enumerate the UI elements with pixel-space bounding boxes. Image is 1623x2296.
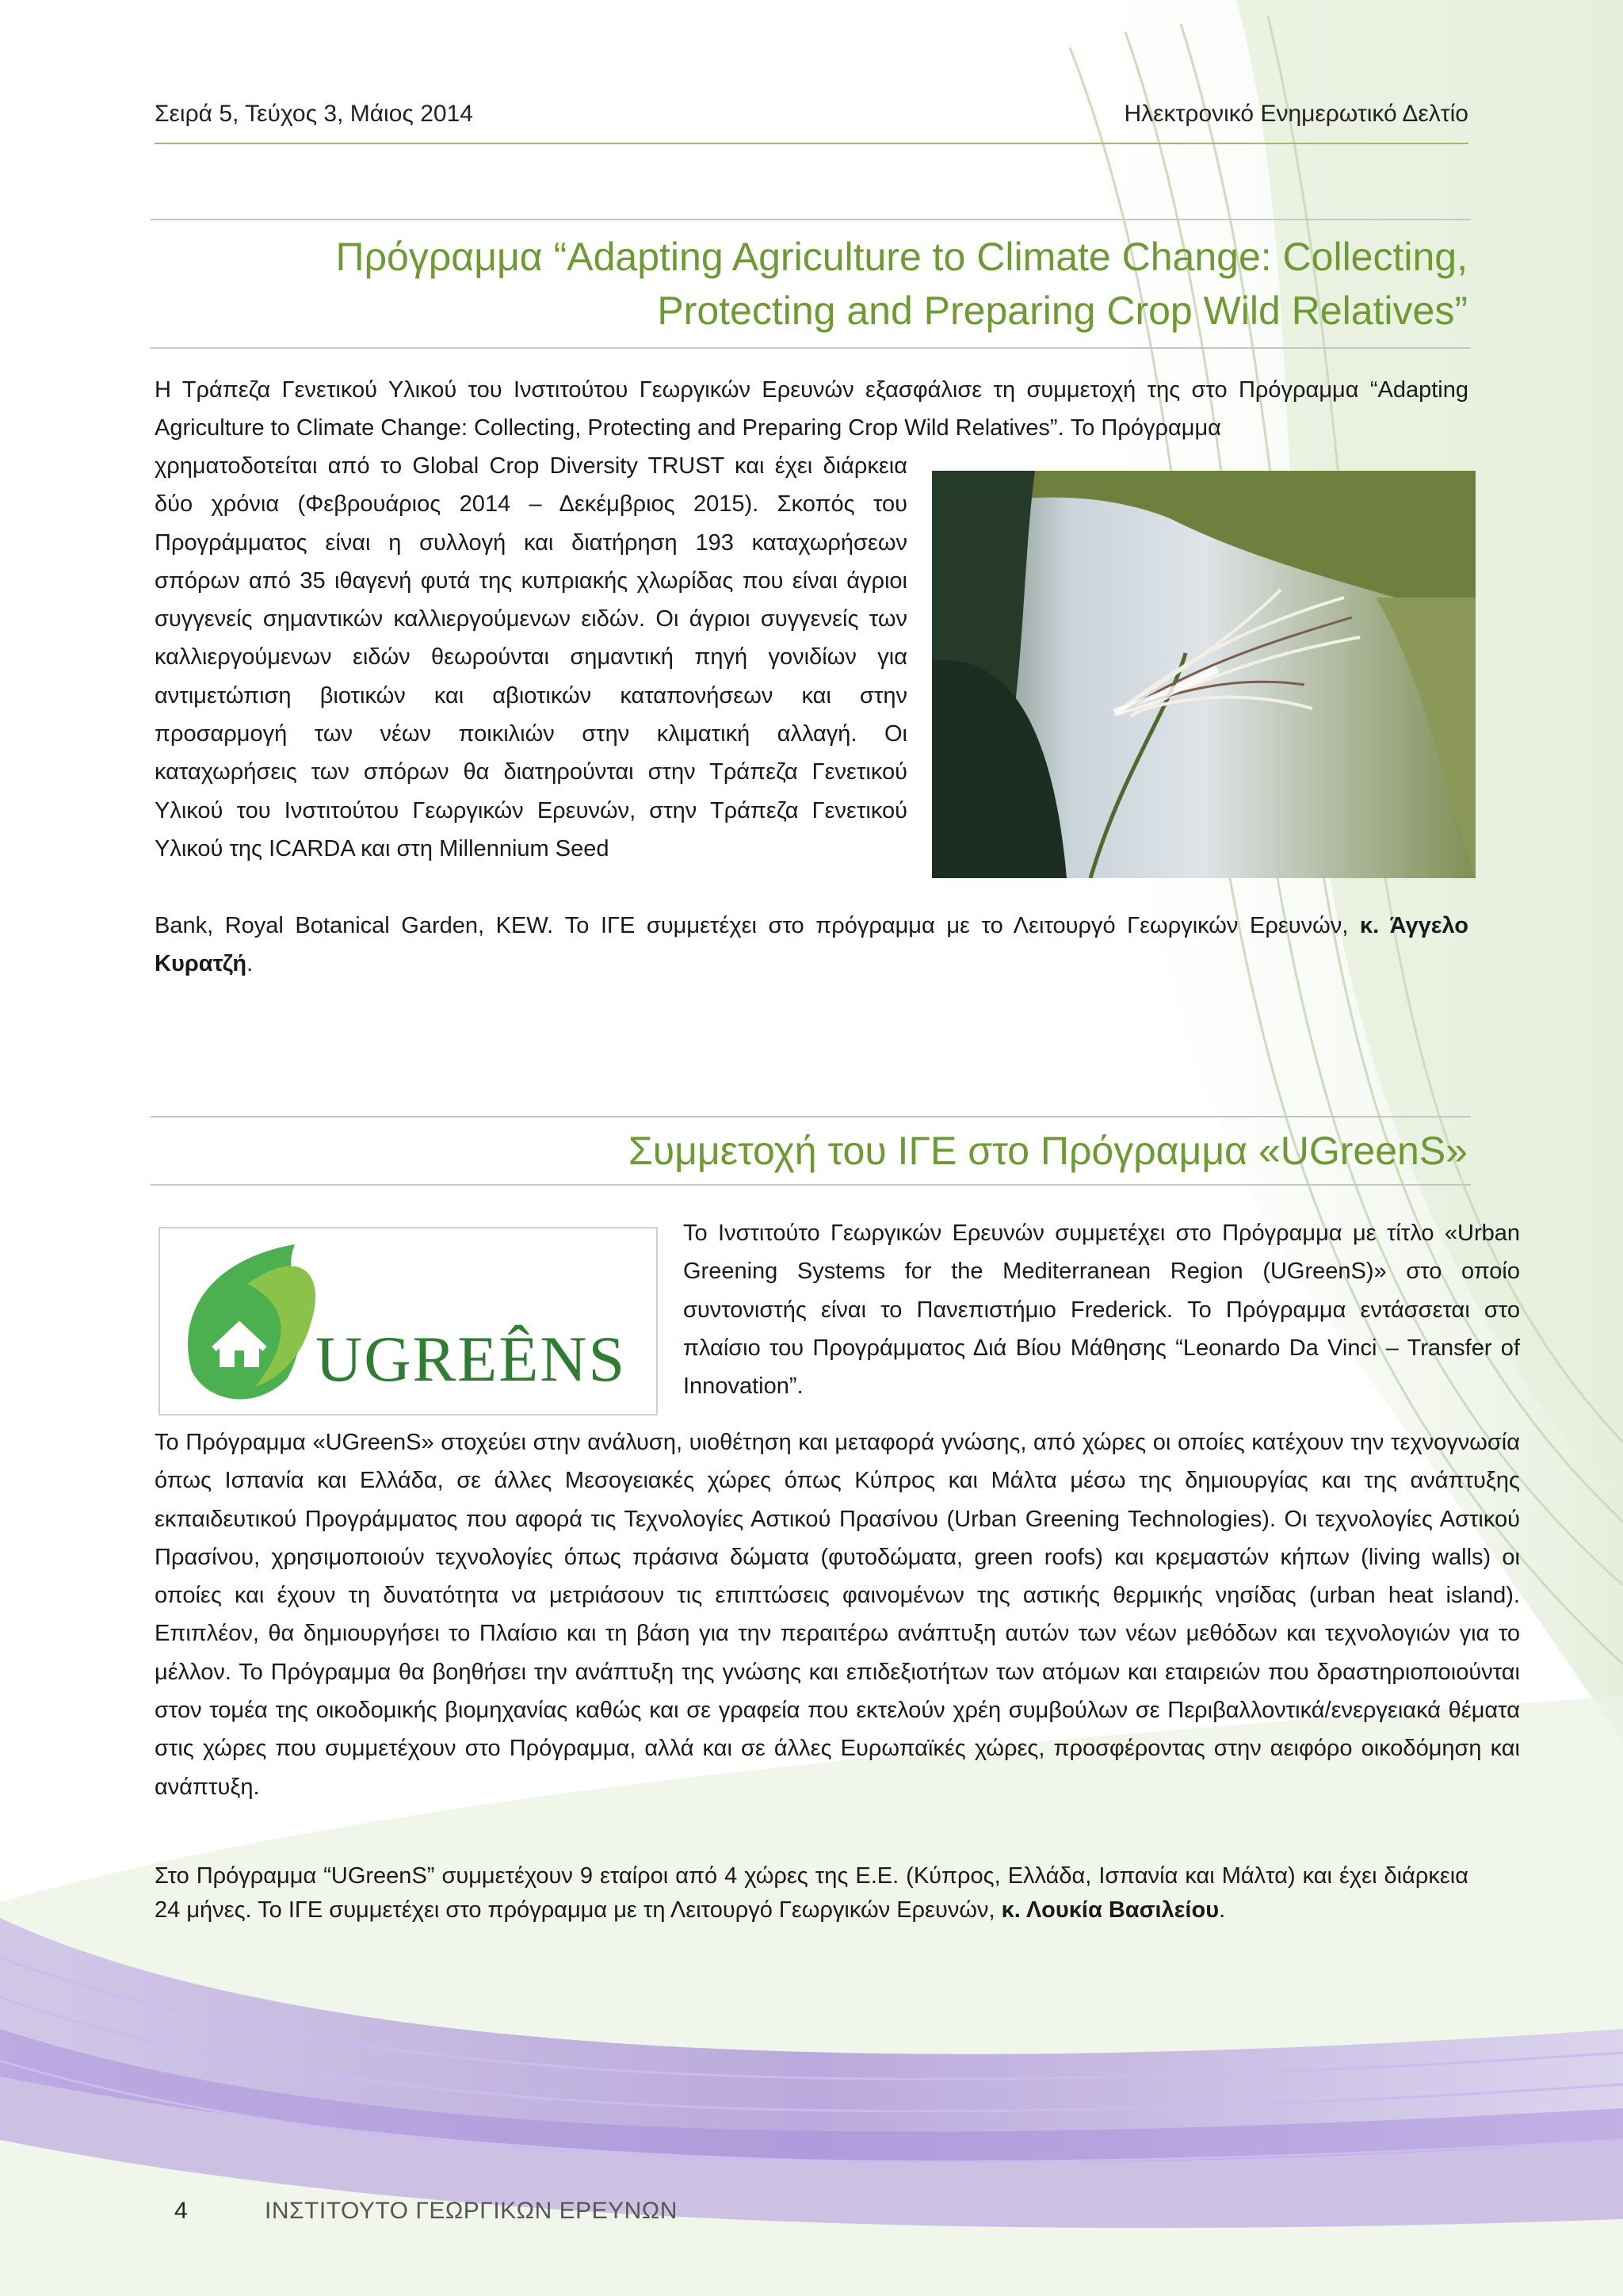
ugreens-logo: [158, 1227, 658, 1415]
section1-intro-paragraph: Η Τράπεζα Γενετικού Υλικού του Ινστιτούτου Γεωργικών Ερευνών εξασφάλισε τη συμμετοχή της στο Πρόγραμμα “Adapting Agriculture to Climate Change: Collecting, Protecting and Preparing Crop Wild Relatives”. Το Πρόγραμμα: [155, 377, 1468, 441]
ugreens-logo-graphic: [160, 1228, 656, 1414]
section1-tail-text: Bank, Royal Botanical Garden, KEW. Το ΙΓΕ συμμετέχει στο πρόγραμμα με το Λειτουργό Γεωργικών Ερευνών,: [155, 913, 1349, 938]
section2-contact-name: κ. Λουκία Βασιλείου: [1001, 1897, 1220, 1923]
section2-title: [151, 1116, 1471, 1186]
section2-title-text: Συμμετοχή του ΙΓΕ στο Πρόγραμμα «UGreenS»: [628, 1129, 1468, 1173]
wild-grass-image: [932, 471, 1476, 878]
section2-main-paragraph: Το Πρόγραμμα «UGreenS» στοχεύει στην ανάλυση, υιοθέτηση και μεταφορά γνώσης, από χώρες οι οποίες κατέχουν την τεχνογνωσία όπως Ισπανία και Ελλάδα, σε άλλες Μεσογειακές χώρες όπως Κύπρος και Μάλτα μέσω της δημιουργίας και της ανάπτυξης εκπαιδευτικού Προγράμματος που αφορά τις Τεχνολογίες Αστικού Πρασίνου (Urban Greening Technologies). Οι τεχνολογίες Αστικού Πρασίνου, χρησιμοποιούν τεχνολογίες όπως πράσινα δώματα (φυτοδώματα, green roofs) και κρεμαστών κήπων (living walls) οι οποίες και έχουν τη δυνατότητα να μετριάσουν τις επιπτώσεις φαινομένων της αστικής θερμικής νησίδας (urban heat island). Επιπλέον, θα δημιουργήσει το Πλαίσιο και τη βάση για την περαιτέρω ανάπτυξη αυτών των νέων μεθόδων και τεχνολογιών για το μέλλον. Το Πρόγραμμα θα βοηθήσει την ανάπτυξη της γνώσης και επιδεξιοτήτων των ατόμων και εταιρειών που δραστηριοποιούνται στον τομέα της οικοδομικής βιομηχανίας καθώς και σε γραφεία που εκτελούν χρέη συμβούλων σε Περιβαλλοντικά/ενεργειακά θέματα στις χώρες που συμμετέχουν στο Πρόγραμμα, αλλά και σε άλλες Ευρωπαϊκές χώρες, προσφέροντας στην αειφόρο οικοδόμηση και ανάπτυξη.: [155, 1430, 1520, 1800]
section2-final-text: Στο Πρόγραμμα “UGreenS” συμμετέχουν 9 εταίροι από 4 χώρες της Ε.Ε. (Κύπρος, Ελλάδα, Ισπανία και Μάλτα) και έχει διάρκεια 24 μήνες. Το ΙΓΕ συμμετέχει στο πρόγραμμα με τη Λειτουργό Γεωργικών Ερευνών,: [155, 1863, 1468, 1923]
running-header: [155, 98, 1468, 144]
section1-title-line2: Protecting and Preparing Crop Wild Relatives”: [657, 288, 1468, 333]
logo-wordmark: UGREÊNS: [315, 1323, 627, 1395]
issue-info: Σειρά 5, Τεύχος 3, Μάιος 2014: [155, 101, 473, 127]
section1-contact-name: κ. Άγγελο Κυρατζή: [155, 913, 1469, 977]
section2-final-paragraph: [155, 1859, 1468, 1927]
section1-tail-end: .: [246, 951, 254, 977]
section1-tail-paragraph: [155, 907, 1468, 984]
section1-wrapped-paragraph: χρηματοδοτείται από το Global Crop Diversity TRUST και έχει διάρκεια δύο χρόνια (Φεβρουάριος 2014 – Δεκέμβριος 2015). Σκοπός του Προγράμματος είναι η συλλογή και διατήρηση 193 καταχωρήσεων σπόρων από 35 ιθαγενή φυτά της κυπριακής χλωρίδας που είναι άγριοι συγγενείς σημαντικών καλλιεργούμενων ειδών. Οι άγριοι συγγενείς των καλλιεργούμενων ειδών θεωρούνται σημαντική πηγή γονιδίων για αντιμετώπιση βιοτικών και αβιοτικών καταπονήσεων και στην προσαρμογή των νέων ποικιλιών στην κλιματική αλλαγή. Οι καταχωρήσεις των σπόρων θα διατηρούνται στην Τράπεζα Γενετικού Υλικού του Ινστιτούτου Γεωργικών Ερευνών, στην Τράπεζα Γενετικού Υλικού της ICARDA και στη Millennium Seed: [155, 453, 907, 861]
section1-title: [151, 219, 1471, 349]
page-number: 4: [174, 2198, 188, 2224]
publication-type: Ηλεκτρονικό Ενημερωτικό Δελτίο: [1124, 101, 1468, 127]
section2-intro-paragraph: Το Ινστιτούτο Γεωργικών Ερευνών συμμετέχει στο Πρόγραμμα με τίτλο «Urban Greening Systems for the Mediterranean Region (UGreenS)» στο οποίο συντονιστής είναι το Πανεπιστήμιο Frederick. Το Πρόγραμμα εντάσσεται στο πλαίσιο του Προγράμματος Διά Βίου Μάθησης “Leonardo Da Vinci – Transfer of Innovation”.: [683, 1221, 1520, 1400]
footer-organization: ΙΝΣΤΙΤΟΥΤΟ ΓΕΩΡΓΙΚΩΝ ΕΡΕΥΝΩΝ: [265, 2198, 678, 2224]
section1-title-line1: Πρόγραμμα “Adapting Agriculture to Climate Change: Collecting,: [335, 235, 1468, 279]
section2-final-end: .: [1219, 1897, 1226, 1923]
wild-grass-photo: [932, 471, 1476, 878]
